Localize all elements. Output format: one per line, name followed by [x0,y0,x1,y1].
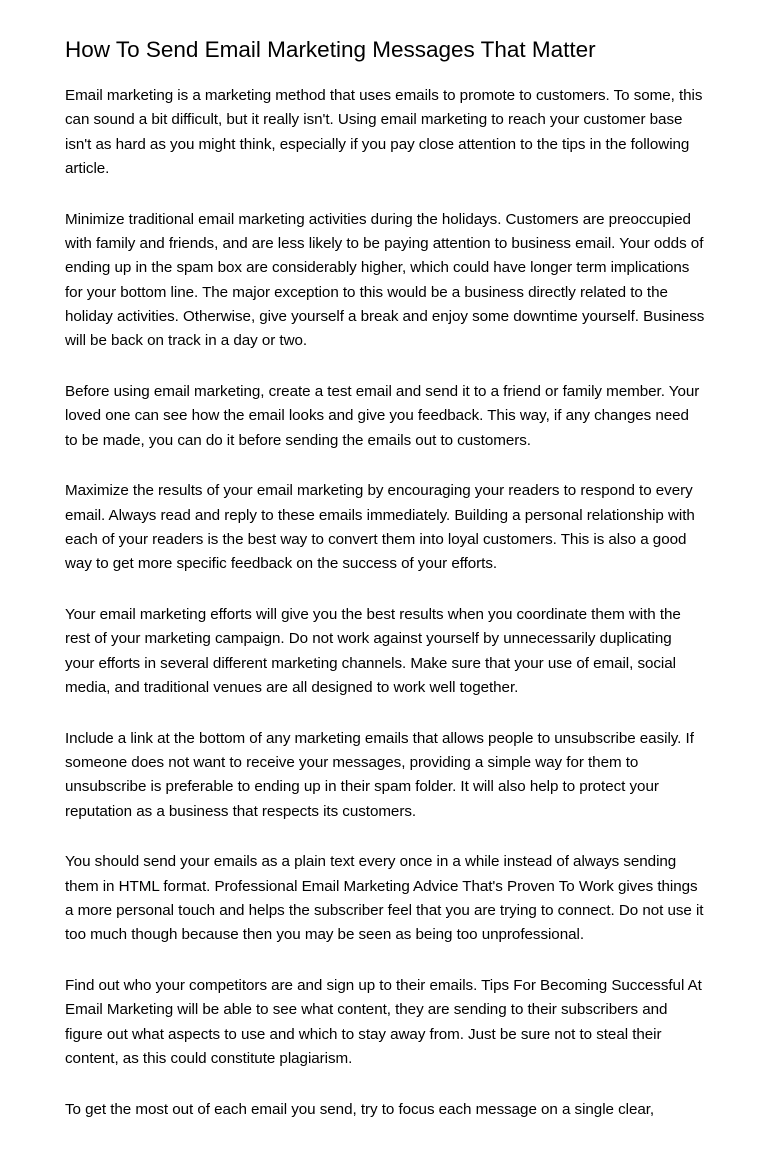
paragraph-8: Find out who your competitors are and sign up to their emails. Tips For Becoming Successful At Email Marketing will be able to see what content, they are sending to their subscribers and figure out what aspects to use and which to stay away from. Just be sure not to steal their content, as this could constitute plagiarism. [65,977,702,1067]
paragraph-4: Maximize the results of your email marketing by encouraging your readers to respond to every email. Always read and reply to these emails immediately. Building a personal relationship with each of your readers is the best way to convert them into loyal customers. This is also a good way to get more specific feedback on the success of your efforts. [65,482,695,573]
paragraph-5: Your email marketing efforts will give you the best results when you coordinate them with the rest of your marketing campaign. Do not work against yourself by unnecessarily duplicating your efforts in several different marketing channels. Make sure that your use of email, social media, and traditional venues are all designed to work well together. [65,606,681,696]
article-body [65,84,705,1149]
paragraph-6: Include a link at the bottom of any marketing emails that allows people to unsubscribe easily. If someone does not want to receive your messages, providing a simple way for them to unsubscribe is preferable to ending up in their spam folder. It will also help to protect your reputation as a business that respects its customers. [65,729,694,820]
paragraph-2: Minimize traditional email marketing activities during the holidays. Customers are preoccupied with family and friends, and are less likely to be paying attention to business email. Your odds of ending up in the spam box are considerably higher, which could have longer term implications for your bottom line. The major exception to this would be a business directly related to the holiday activities. Otherwise, give yourself a break and enjoy some downtime yourself. Business will be back on track in a day or two. [65,210,705,350]
page-title: How To Send Email Marketing Messages That Matter [65,37,596,62]
paragraph-7: You should send your emails as a plain text every once in a while instead of always sending them in HTML format. Professional Email Marketing Advice That's Proven To Work gives things a more personal touch and helps the subscriber feel that you are trying to connect. Do not use it too much though because then you may be seen as being too unprofessional. [65,853,704,944]
paragraph-3: Before using email marketing, create a test email and send it to a friend or family member. Your loved one can see how the email looks and give you feedback. This way, if any changes need to be made, you can do it before sending the emails out to customers. [65,382,700,449]
paragraph-1: Email marketing is a marketing method that uses emails to promote to customers. To some, this can sound a bit difficult, but it really isn't. Using email marketing to reach your customer base isn't as hard as you might think, especially if you pay close attention to the tips in the following article. [65,87,703,177]
paragraph-9: To get the most out of each email you send, try to focus each message on a single clear, [65,1100,655,1118]
